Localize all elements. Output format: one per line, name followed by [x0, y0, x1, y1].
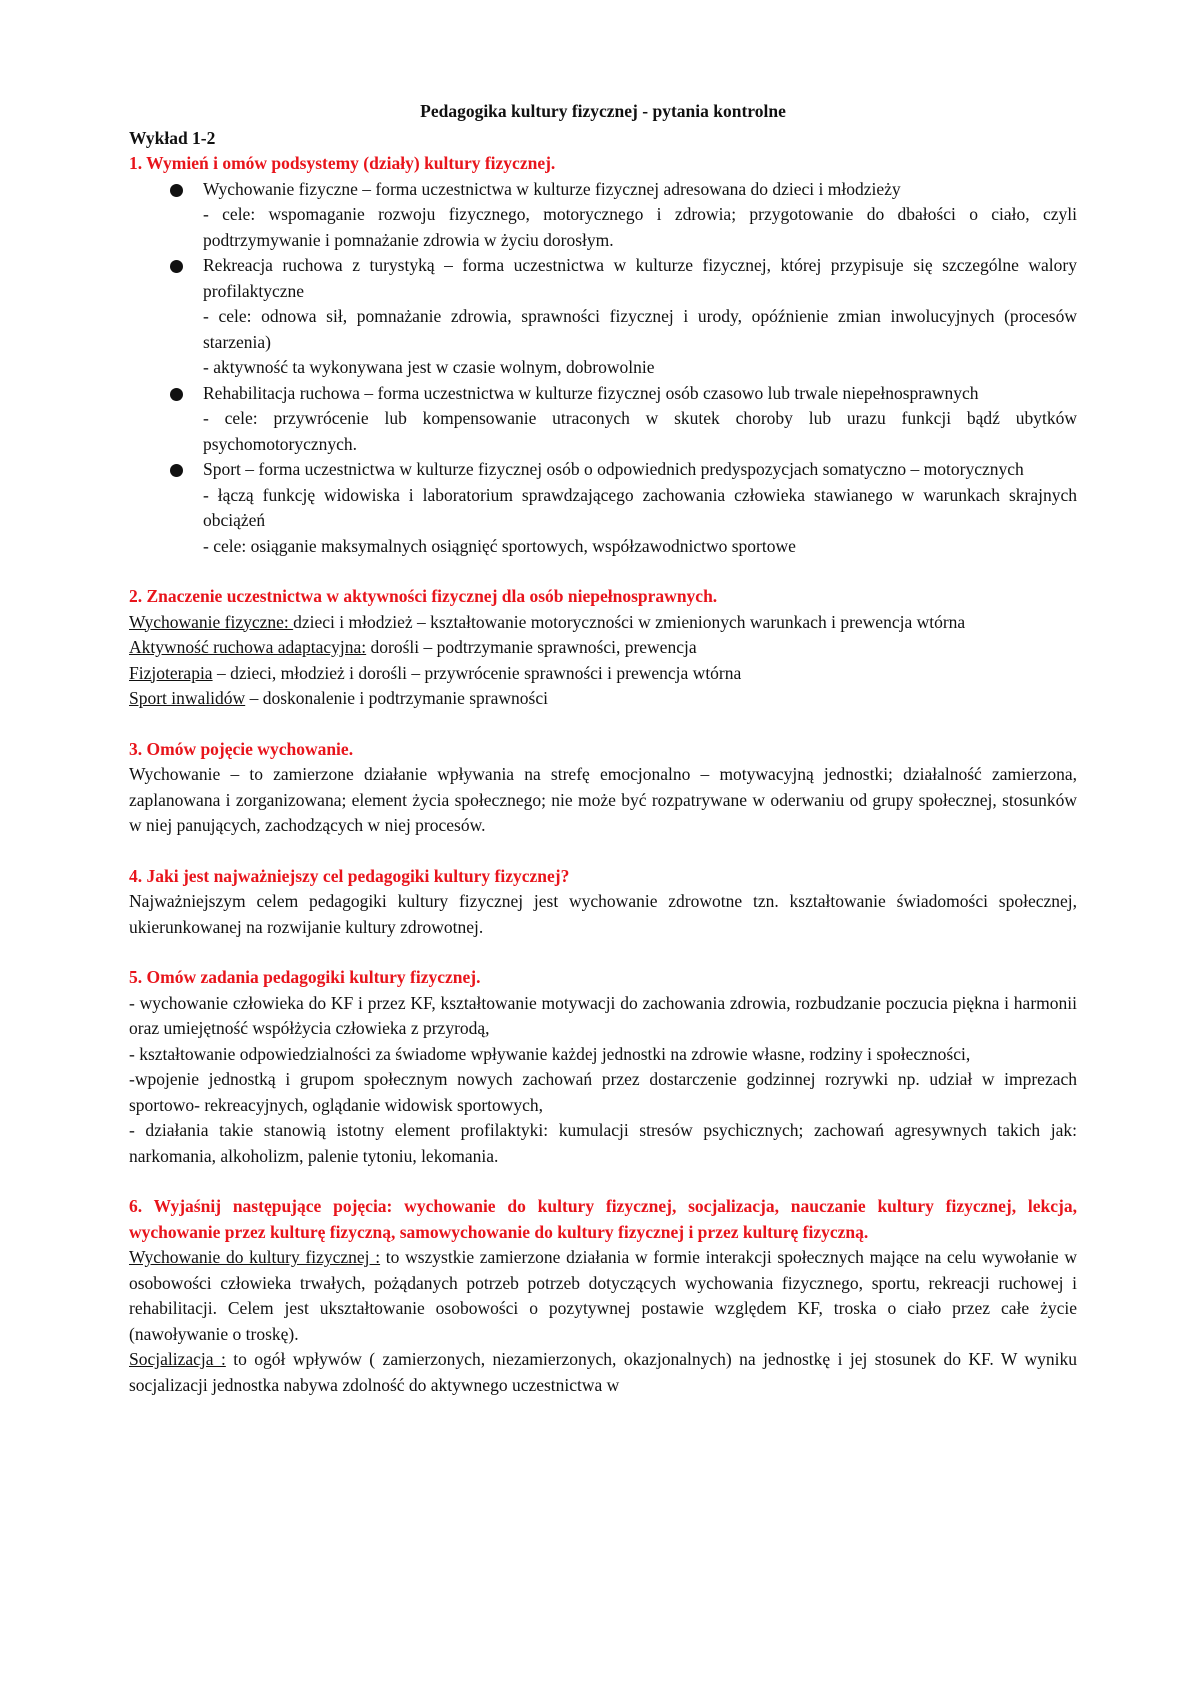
spacer: [129, 1169, 1077, 1194]
subsystems-list: [129, 177, 1077, 560]
definition-row: [129, 661, 1077, 687]
definition-text: to wszystkie zamierzone działania w formie interakcji społecznych mające na celu wywołanie w osobowości człowieka trwałych, pożądanych potrzeb potrzeb dotyczących wychowania fizycznego, sportu, rekreacji ruchowej i rehabilitacji. Celem jest ukształtowanie osobowości o pozytywnej postawie względem KF, troska o ciało przez całe życie (nawoływanie o troskę).: [129, 1247, 1077, 1344]
document-page: [129, 99, 1077, 1398]
definition-term: Fizjoterapia: [129, 662, 213, 683]
answer-paragraph: Wychowanie – to zamierzone działanie wpływania na strefę emocjonalno – motywacyjną jednostki; działalność zamierzona, zaplanowana i zorganizowana; element życia społecznego; nie może być rozpatrywane w oderwaniu od grupy społecznej, stosunków w niej panujących, zachodzących w niej procesów.: [129, 764, 1077, 835]
bullet-icon: [170, 464, 183, 477]
definition-row: [129, 686, 1077, 712]
list-item-sub: - cele: osiąganie maksymalnych osiągnięć sportowych, współzawodnictwo sportowe: [203, 535, 796, 556]
definition-term: Socjalizacja :: [129, 1349, 226, 1369]
list-item: [203, 381, 1077, 458]
definition-text: dzieci i młodzież – kształtowanie motoryczności w zmienionych warunkach i prewencja wtórna: [293, 611, 966, 632]
list-item-main: Rekreacja ruchowa z turystyką – forma uczestnictwa w kulturze fizycznej, której przypisuje się szczególne walory profilaktyczne: [203, 255, 1077, 301]
spacer: [129, 712, 1077, 737]
definition-term: Wychowanie do kultury fizycznej :: [129, 1247, 381, 1267]
spacer: [129, 940, 1077, 965]
list-item-main: Sport – forma uczestnictwa w kulturze fizycznej osób o odpowiednich predyspozycjach somatyczno – motorycznych: [203, 459, 1024, 479]
question-1-heading: 1. Wymień i omów podsystemy (działy) kultury fizycznej.: [129, 153, 556, 173]
list-item: [203, 457, 1077, 559]
answer-line: -wpojenie jednostką i grupom społecznym nowych zachowań przez dostarczenie godzinnej rozrywki np. udział w imprezach sportowo- rekreacyjnych, oglądanie widowisk sportowych,: [129, 1069, 1077, 1115]
list-item: [203, 253, 1077, 381]
definition-row: [129, 1347, 1077, 1398]
definition-row: [129, 635, 1077, 661]
definition-term: Sport inwalidów: [129, 688, 246, 708]
document-title: Pedagogika kultury fizycznej - pytania kontrolne: [420, 101, 786, 121]
definition-row: [129, 610, 1077, 636]
definition-row: [129, 1245, 1077, 1347]
list-item-main: Rehabilitacja ruchowa – forma uczestnictwa w kulturze fizycznej osób czasowo lub trwale niepełnosprawnych: [203, 382, 979, 403]
definition-text: dorośli – podtrzymanie sprawności, prewencja: [366, 637, 697, 657]
list-item-sub: - cele: przywrócenie lub kompensowanie utraconych w skutek choroby lub urazu funkcji bądź ubytków psychomotorycznych.: [203, 408, 1077, 454]
definition-term: Aktywność ruchowa adaptacyjna:: [129, 637, 367, 657]
list-item: [203, 177, 1077, 254]
bullet-icon: [170, 260, 183, 273]
list-item-sub: - aktywność ta wykonywana jest w czasie wolnym, dobrowolnie: [203, 357, 655, 377]
definition-text: – doskonalenie i podtrzymanie sprawności: [245, 688, 548, 708]
answer-line: - działania takie stanowią istotny element profilaktyki: kumulacji stresów psychicznych; zachowań agresywnych takich jak: narkomania, alkoholizm, palenie tytoniu, lekomania.: [129, 1120, 1077, 1166]
question-2-heading: 2. Znaczenie uczestnictwa w aktywności fizycznej dla osób niepełnosprawnych.: [129, 586, 718, 606]
spacer: [129, 839, 1077, 864]
definition-text: – dzieci, młodzież i dorośli – przywrócenie sprawności i prewencja wtórna: [212, 662, 742, 683]
definition-term: Wychowanie fizyczne:: [129, 611, 294, 632]
question-5-heading: 5. Omów zadania pedagogiki kultury fizycznej.: [129, 967, 481, 987]
answer-paragraph: Najważniejszym celem pedagogiki kultury fizycznej jest wychowanie zdrowotne tzn. kształtowanie świadomości społecznej, ukierunkowanej na rozwijanie kultury zdrowotnej.: [129, 891, 1077, 937]
spacer: [129, 559, 1077, 584]
answer-line: - kształtowanie odpowiedzialności za świadome wpływanie każdej jednostki na zdrowie własne, rodziny i społeczności,: [129, 1043, 971, 1064]
list-item-sub: - cele: wspomaganie rozwoju fizycznego, motorycznego i zdrowia; przygotowanie do dbałości o ciało, czyli podtrzymywanie i pomnażanie zdrowia w życiu dorosłym.: [203, 204, 1077, 250]
bullet-icon: [170, 184, 183, 197]
lecture-heading: Wykład 1-2: [129, 127, 216, 148]
definition-text: to ogół wpływów ( zamierzonych, niezamierzonych, okazjonalnych) na jednostkę i jej stosunek do KF. W wyniku socjalizacji jednostka nabywa zdolność do aktywnego uczestnictwa w: [129, 1349, 1077, 1395]
answer-line: - wychowanie człowieka do KF i przez KF, kształtowanie motywacji do zachowania zdrowia, rozbudzanie poczucia piękna i harmonii oraz umiejętność współżycia człowieka z przyrodą,: [129, 992, 1077, 1038]
list-item-sub: - cele: odnowa sił, pomnażanie zdrowia, sprawności fizycznej i urody, opóźnienie zmian inwolucyjnych (procesów starzenia): [203, 306, 1077, 352]
question-6-heading: 6. Wyjaśnij następujące pojęcia: wychowanie do kultury fizycznej, socjalizacja, nauczanie kultury fizycznej, lekcja, wychowanie przez kulturę fizyczną, samowychowanie do kultury fizycznej i przez kulturę fizyczną.: [129, 1196, 1077, 1242]
question-4-heading: 4. Jaki jest najważniejszy cel pedagogiki kultury fizycznej?: [129, 865, 570, 886]
question-3-heading: 3. Omów pojęcie wychowanie.: [129, 738, 354, 759]
list-item-sub: - łączą funkcję widowiska i laboratorium sprawdzającego zachowania człowieka stawianego w warunkach skrajnych obciążeń: [203, 484, 1077, 530]
bullet-icon: [170, 388, 183, 401]
list-item-main: Wychowanie fizyczne – forma uczestnictwa w kulturze fizycznej adresowana do dzieci i młodzieży: [203, 178, 901, 199]
